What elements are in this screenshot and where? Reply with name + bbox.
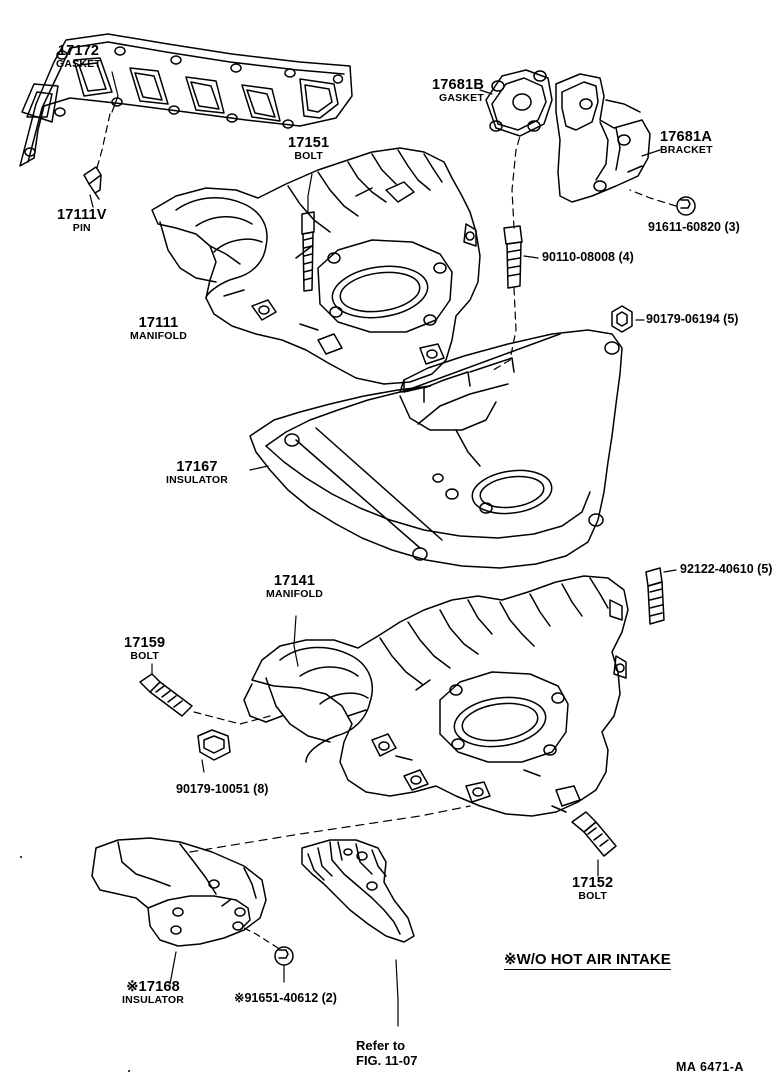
- hardware-91611-60820: 91611-60820 (3): [648, 220, 740, 234]
- hw-91611-60820-art: [677, 197, 695, 215]
- hardware-90110-08008: 90110-08008 (4): [542, 250, 634, 264]
- callout-number: 17167: [176, 459, 218, 475]
- hw-92122-40610-art: [646, 568, 664, 624]
- callout-name: GASKET: [439, 92, 484, 105]
- callout-bracket-17681a: [660, 130, 713, 156]
- hardware-90179-06194: 90179-06194 (5): [646, 312, 739, 326]
- registration-dot-bottom: [128, 1070, 130, 1072]
- callout-name: BRACKET: [660, 144, 713, 157]
- callout-bolt-17151: [288, 136, 329, 162]
- callout-insulator-17168: [122, 980, 184, 1006]
- callout-insulator-17167: [166, 460, 228, 486]
- bolt-17159-art: [140, 674, 192, 716]
- manifold-17141-art: [244, 573, 628, 816]
- hw-91651-40612-art: [275, 947, 293, 965]
- callout-name: INSULATOR: [166, 474, 229, 487]
- callout-number: 17152: [572, 875, 614, 891]
- figure-code: MA 6471-A: [676, 1060, 744, 1074]
- insulator-17168-art: [92, 838, 266, 946]
- callout-name: INSULATOR: [122, 994, 185, 1007]
- callout-pin-17111v: [57, 208, 107, 234]
- refer-to-figure: [356, 1038, 417, 1069]
- callout-bolt-17159: [124, 636, 165, 662]
- callout-gasket-17172: [56, 44, 101, 70]
- manifold-17111-art: [152, 148, 480, 384]
- note-wo-hot-air-intake: ※W/O HOT AIR INTAKE: [504, 951, 671, 968]
- gasket-17681b-art: [486, 70, 552, 136]
- callout-number: 17141: [273, 573, 316, 589]
- insulator-17167-art: [250, 330, 622, 568]
- hw-90179-10051-art: [198, 730, 230, 760]
- callout-name: BOLT: [294, 150, 323, 163]
- callout-manifold-17111: [130, 316, 187, 342]
- refer-line-1: Refer to: [356, 1038, 406, 1053]
- callout-number: 17111V: [57, 207, 107, 223]
- callout-name: MANIFOLD: [266, 588, 324, 601]
- callout-number: ※17168: [126, 979, 180, 995]
- refer-line-2: FIG. 11-07: [356, 1053, 418, 1069]
- bolt-17152-art: [572, 812, 616, 856]
- callout-gasket-17681b: [422, 78, 484, 104]
- callout-name: BOLT: [130, 650, 159, 663]
- callout-number: 17151: [288, 135, 330, 151]
- callout-number: 17172: [57, 43, 100, 59]
- registration-dot-left: [20, 856, 22, 858]
- callout-number: 17681A: [660, 129, 712, 145]
- callout-name: GASKET: [56, 58, 101, 71]
- hardware-91651-40612: ※91651-40612 (2): [234, 991, 337, 1005]
- pin-17111v-art: [84, 167, 101, 199]
- hardware-90179-10051: 90179-10051 (8): [176, 782, 269, 796]
- hw-90179-06194-art: [612, 306, 632, 332]
- callout-number: 17159: [124, 635, 166, 651]
- hardware-92122-40610: 92122-40610 (5): [680, 562, 773, 576]
- callout-manifold-17141: [266, 574, 323, 600]
- hw-90110-08008-art: [504, 226, 522, 288]
- callout-number: 17681B: [432, 77, 484, 93]
- callout-bolt-17152: [572, 876, 613, 902]
- callout-name: PIN: [72, 222, 91, 235]
- bracket-17681a-art: [556, 74, 650, 202]
- bolt-17151-art: [302, 212, 314, 291]
- callout-number: 17111: [138, 315, 179, 331]
- callout-name: MANIFOLD: [130, 330, 188, 343]
- air-duct-art: [302, 840, 414, 942]
- callout-name: BOLT: [578, 890, 607, 903]
